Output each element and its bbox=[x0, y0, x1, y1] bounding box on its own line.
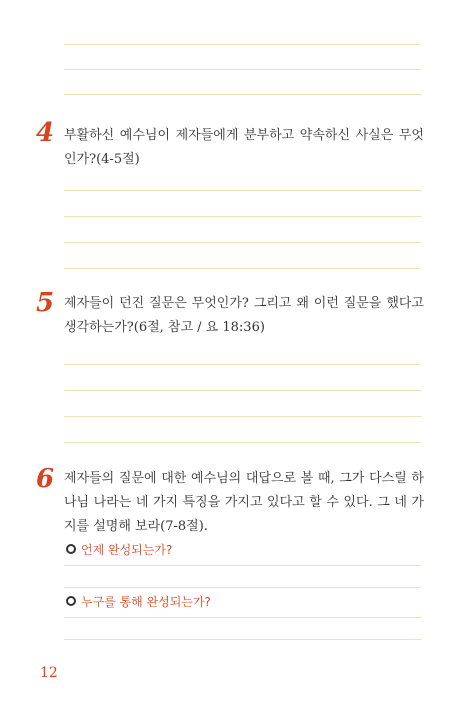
sub-question-text: 언제 완성되는가? bbox=[81, 542, 173, 557]
answer-line bbox=[64, 268, 421, 269]
circle-bullet-icon bbox=[66, 544, 76, 554]
sub-question-text: 누구를 통해 완성되는가? bbox=[81, 594, 211, 609]
sub-question-2 bbox=[66, 593, 211, 609]
answer-line bbox=[64, 94, 421, 95]
answer-line bbox=[64, 565, 421, 566]
sub-question-1 bbox=[66, 541, 172, 557]
answer-line bbox=[64, 442, 421, 443]
answer-line bbox=[64, 69, 421, 70]
answer-line bbox=[64, 639, 421, 640]
question-text-5: 제자들이 던진 질문은 무엇인가? 그리고 왜 이런 질문을 했다고 생각하는가?(6절, 참고 / 요 18:36) bbox=[64, 296, 424, 335]
question-number-5: 5 bbox=[36, 288, 55, 318]
question-text-4: 부활하신 예수님이 제자들에게 분부하고 약속하신 사실은 무엇인가?(4-5절) bbox=[64, 128, 424, 167]
question-number-6: 6 bbox=[36, 464, 55, 494]
answer-line bbox=[64, 416, 421, 417]
answer-line bbox=[64, 617, 421, 618]
answer-line bbox=[64, 216, 421, 217]
answer-line bbox=[64, 242, 421, 243]
question-number-4: 4 bbox=[36, 118, 55, 148]
answer-line bbox=[64, 587, 421, 588]
answer-line bbox=[64, 44, 421, 45]
answer-line bbox=[64, 190, 421, 191]
circle-bullet-icon bbox=[66, 596, 76, 606]
answer-line bbox=[64, 364, 421, 365]
question-text-6: 제자들의 질문에 대한 예수님의 대답으로 볼 때, 그가 다스릴 하나님 나라는 네 가지 특징을 가지고 있다고 할 수 있다. 그 네 가지를 설명해 보라(7-8절). bbox=[64, 471, 424, 534]
answer-line bbox=[64, 390, 421, 391]
page-number: 12 bbox=[40, 665, 58, 681]
